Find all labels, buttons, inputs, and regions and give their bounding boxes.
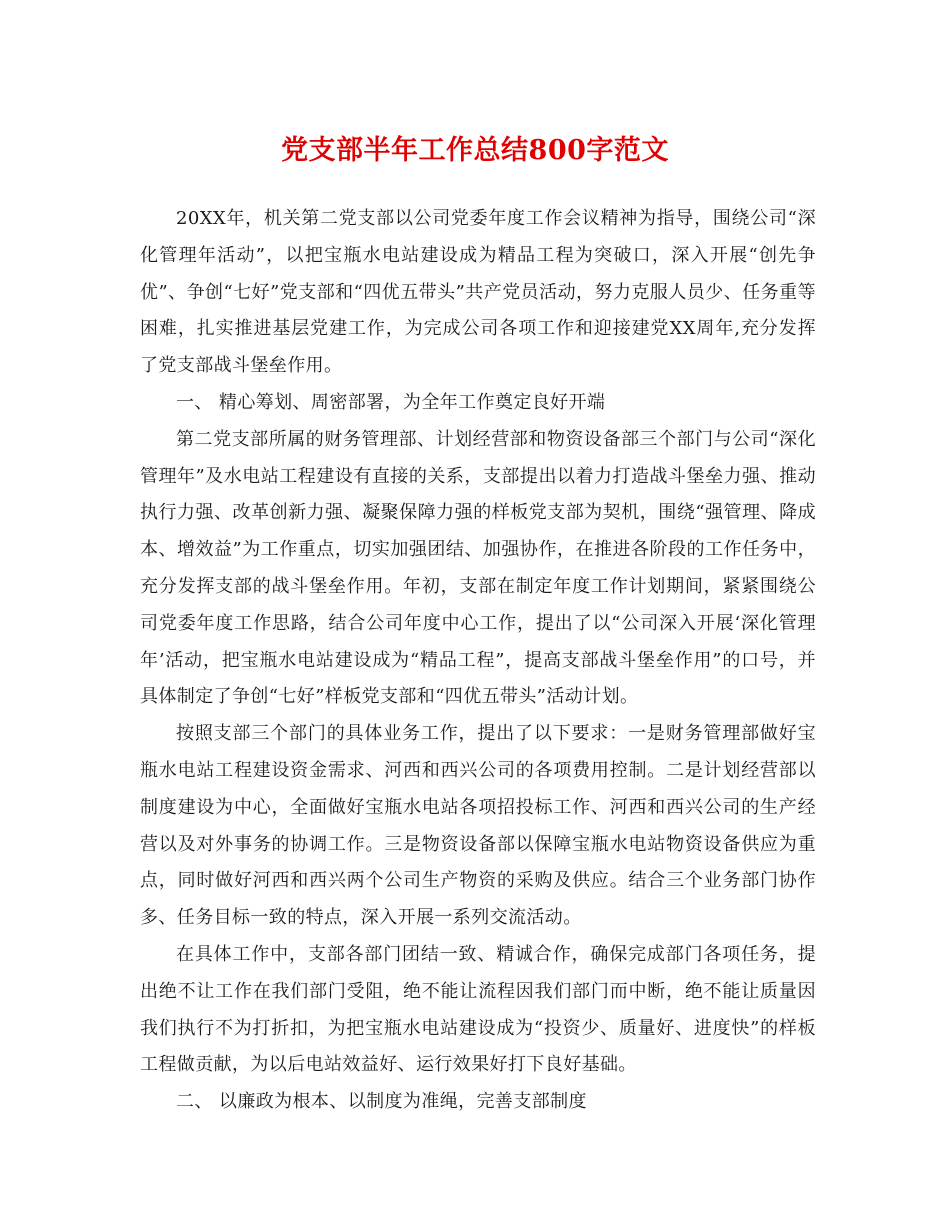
document-body [140, 201, 816, 1121]
paragraph-section1-b: 按照支部三个部门的具体业务工作，提出了以下要求：一是财务管理部做好宝瓶水电站工程建设资金需求、河西和西兴公司的各项费用控制。二是计划经营部以制度建设为中心，全面做好宝瓶水电站各项招投标工作、河西和西兴公司的生产经营以及对外事务的协调工作。三是物资设备部以保障宝瓶水电站物资设备供应为重点，同时做好河西和西兴两个公司生产物资的采购及供应。结合三个业务部门协作多、任务目标一致的特点，深入开展一系列交流活动。 [140, 723, 816, 929]
section-heading-2: 二、 以廉政为根本、以制度为准绳，完善支部制度 [176, 1091, 587, 1113]
paragraph-section1-c: 在具体工作中，支部各部门团结一致、精诚合作，确保完成部门各项任务，提出绝不让工作在我们部门受阻，绝不能让流程因我们部门而中断，绝不能让质量因我们执行不为打折扣，为把宝瓶水电站建设成为“投资少、质量好、进度快”的样板工程做贡献，为以后电站效益好、运行效果好打下良好基础。 [140, 943, 816, 1076]
document-title: 党支部半年工作总结800字范文 [281, 135, 669, 166]
paragraph-section1-a: 第二党支部所属的财务管理部、计划经营部和物资设备部三个部门与公司“深化管理年”及水电站工程建设有直接的关系，支部提出以着力打造战斗堡垒力强、推动执行力强、改革创新力强、凝聚保障力强的样板党支部为契机，围绕“强管理、降成本、增效益”为工作重点，切实加强团结、加强协作，在推进各阶段的工作任务中，充分发挥支部的战斗堡垒作用。年初，支部在制定年度工作计划期间，紧紧围绕公司党委年度工作思路，结合公司年度中心工作，提出了以“公司深入开展‘深化管理年’活动，把宝瓶水电站建设成为“精品工程”，提高支部战斗堡垒作用”的口号，并具体制定了争创“七好”样板党支部和“四优五带头”活动计划。 [140, 428, 816, 708]
paragraph-intro: 20XX年，机关第二党支部以公司党委年度工作会议精神为指导，围绕公司“深化管理年活动”，以把宝瓶水电站建设成为精品工程为突破口，深入开展“创先争优”、争创“七好”党支部和“四优五带头”共产党员活动，努力克服人员少、任务重等困难，扎实推进基层党建工作，为完成公司各项工作和迎接建党XX周年,充分发挥了党支部战斗堡垒作用。 [140, 208, 816, 377]
section-heading-1: 一、 精心筹划、周密部署，为全年工作奠定良好开端 [176, 391, 606, 413]
